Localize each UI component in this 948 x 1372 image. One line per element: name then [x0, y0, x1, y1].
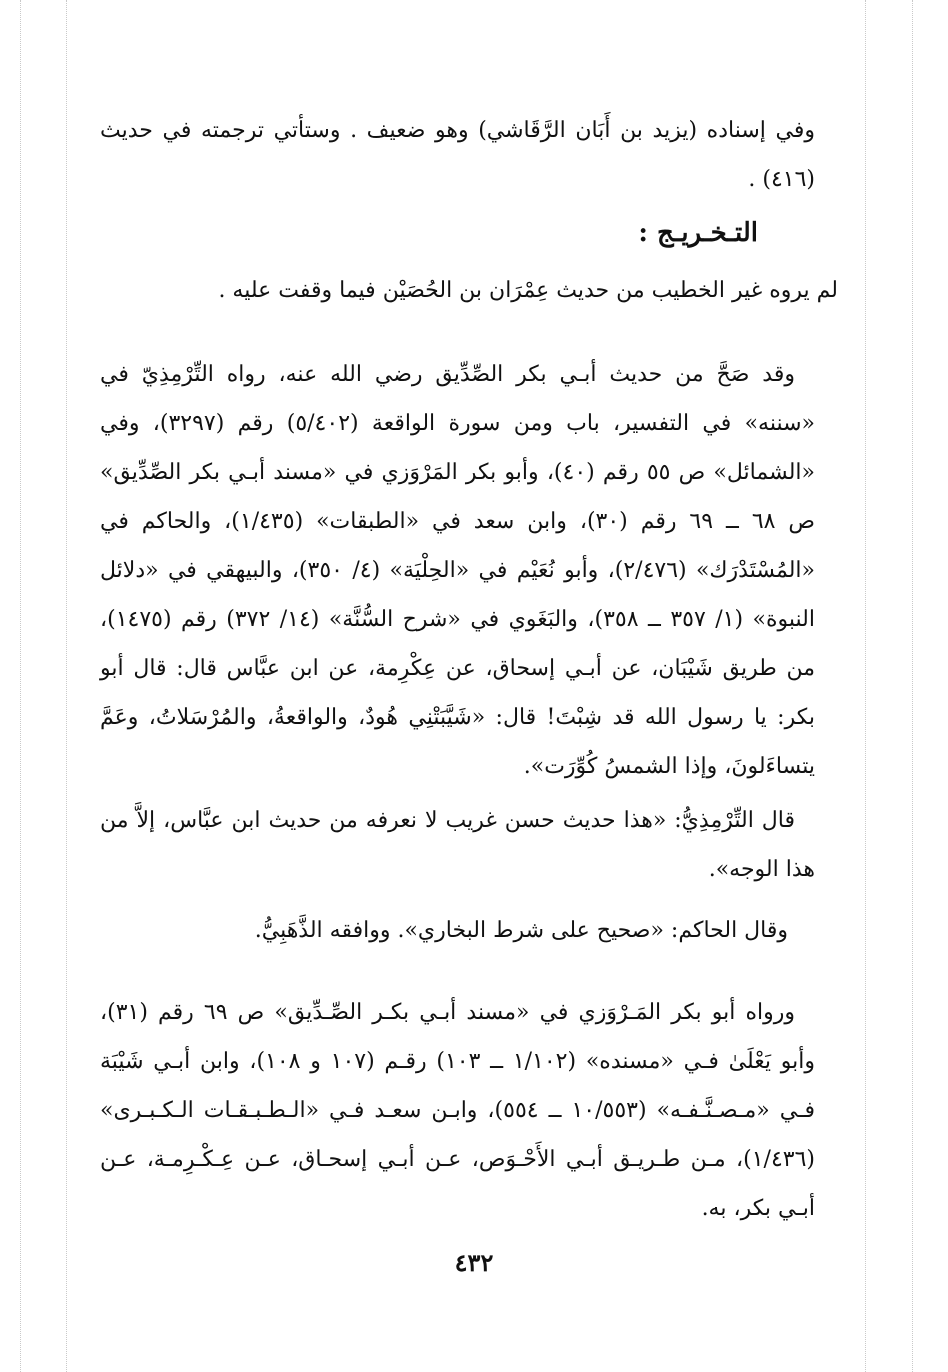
intro-paragraph: وفي إسناده (يزيد بن أَبَان الرَّقَاشي) وهو ضعيف . وستأتي ترجمته في حديث (٤١٦) . [100, 118, 815, 192]
main-paragraph: وقد صَحَّ من حديث أبـي بكر الصِّدِّيق رضي الله عنه، رواه التِّرْمِذِيّ في «سننه» في التفسير، باب ومن سورة الواقعة (٥/٤٠٢) رقم (٣٢٩٧)، وفي «الشمائل» ص ٥٥ رقم (٤٠)، وأبو بكر المَرْوَزي في «مسند أبـي بكر الصِّدِّيق» ص ٦٨ ــ ٦٩ رقم (٣٠)، وابن سعد في «الطبقات» (١/٤٣٥)، والحاكم في «المُسْتَدْرَك» (٢/٤٧٦)، وأبو نُعَيْم في «الحِلْيَة» (٤/ ٣٥٠)، والبيهقي في «دلائل النبوة» (١/ ٣٥٧ ــ ٣٥٨)، والبَغَوي في «شرح السُّنَّة» (١٤/ ٣٧٢) رقم (١٤٧٥)، من طريق شَيْبَان، عن أبـي إسحاق، عن عِكْرِمة، عن ابن عبَّاس قال: قال أبو بكر: يا رسول الله قد شِبْتَ! قال: «شَيَّبَتْنِي هُودٌ، والواقعةُ، والمُرْسَلاتُ، وعَمَّ يتساءَلونَ، وإذا الشمسُ كُوِّرَت». [100, 362, 816, 779]
last-paragraph: ورواه أبو بكر المَـرْوَزي في «مسند أبـي بكـر الصِّـدِّيق» ص ٦٩ رقم (٣١)، وأبو يَعْلَىٰ فـي «مسنده» (١/١٠٢ ــ ١٠٣) رقـم (١٠٧ و ١٠٨)، وابن أبـي شَيْبَة فـي «مـصـنَّـفـه» (١٠/٥٥٣ ــ ٥٥٤)، وابـن سعـد فـي «الـطـبـقـات الـكـبـرى» (١/٤٣٦)، مـن طـريـق أبـي الأَحْـوَص، عـن أبـي إسحـاق، عـن عِـكْـرِمـة، عـن أبـي بكر، به. [100, 1000, 815, 1221]
tirmidhi-paragraph: قال التِّرْمِذِيُّ: «هذا حديث حسن غريب لا نعرفه من حديث ابن عبَّاس، إلاَّ من هذا الوجه». [100, 808, 815, 882]
page-number: ٤٣٢ [454, 1248, 494, 1277]
hakim-paragraph: وقال الحاكم: «صحيح على شرط البخاري». ووافقه الذَّهَبِيُّ. [254, 918, 788, 943]
section-heading: التـخـريـج : [638, 218, 758, 248]
margin-guide-inner-right [865, 0, 866, 1372]
kharij-paragraph: لم يروه غير الخطيب من حديث عِمْرَان بن الحُصَيْن فيما وقفت عليه . [218, 278, 838, 303]
margin-guide-right [912, 0, 913, 1372]
margin-guide-left [20, 0, 21, 1372]
margin-guide-inner-left [66, 0, 67, 1372]
